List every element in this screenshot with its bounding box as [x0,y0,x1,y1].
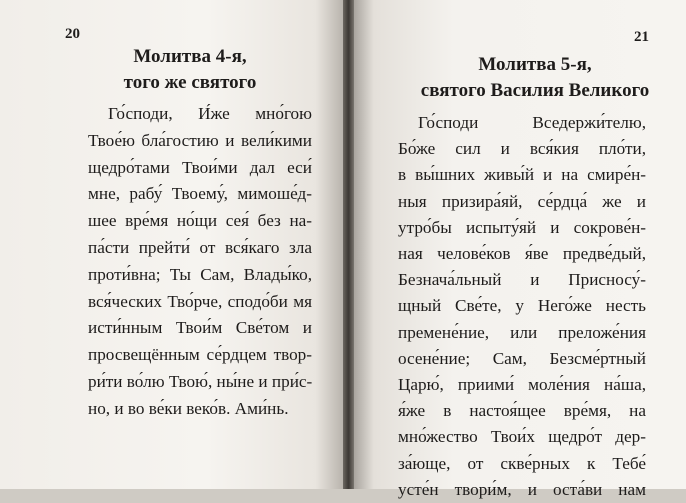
left-prayer-text [88,101,312,423]
left-prayer-title [95,44,285,96]
left-page-number: 20 [65,26,80,42]
text-line: па́сти прейти́ от вся́каго зла [88,237,312,257]
text-line: проти́вна; Ты Сам, Влады́ко, [88,264,312,284]
text-line: щный Све́те, у Него́же несть [398,296,646,316]
text-line: я́же в настоя́щее вре́мя, на [398,401,646,421]
right-prayer-title [415,52,655,104]
text-line: просвещённым се́рдцем твор- [88,345,312,365]
text-line: Безнача́льный и Присносу́- [398,270,646,290]
text-line: Царю́, приими́ моле́ния на́ша, [398,375,646,395]
left-title-line-2: того же святого [123,72,257,93]
right-page-number: 21 [634,29,649,45]
text-line: щедро́тами Твои́ми дал еси́ [88,157,312,177]
text-line: ри́ти во́лю Твою́, ны́не и при́с- [88,371,313,391]
text-line: Твое́ю бла́гостию и вели́кими [88,130,312,150]
book-gutter [343,0,354,489]
text-line: шее вре́мя но́щи сея́ без на- [88,211,312,231]
text-line: осене́ние; Сам, Безсме́ртный [398,348,646,368]
text-line: Бо́же сил и вся́кия пло́ти, [398,139,646,159]
text-line: Го́споди, И́же мно́гою [108,104,312,123]
text-line: мне, рабу́ Твоему́, мимоше́д- [88,184,312,204]
text-line: утро́бы испыту́яй и сокрове́н- [398,217,646,237]
right-prayer-text [398,110,646,503]
text-line: за́юще, от скве́рных к Тебе́ [398,453,646,473]
text-line: исти́нным Твои́м Све́том и [88,318,312,338]
text-line: вся́ческих Тво́рче, сподо́би мя [88,291,312,311]
text-line: ныя призира́яй, се́рдца́ же и [398,191,646,211]
text-line: усте́н твори́м, и оста́ви нам [398,479,646,499]
text-line: премене́ние, или преложе́ния [398,322,646,342]
right-title-line-1: Молитва 5-я, [478,54,592,75]
right-title-line-2: святого Василия Великого [420,80,650,101]
text-line: ная челове́ков я́ве предве́дый, [398,244,646,264]
text-line: Го́споди Вседержи́телю, [418,113,646,132]
text-line: но, и во ве́ки веко́в. Ами́нь. [88,398,289,418]
text-line: в вы́шних живы́й и на смире́н- [398,165,646,185]
text-line: мно́жество Твои́х щедро́т дер- [398,427,646,447]
left-title-line-1: Молитва 4-я, [133,46,247,67]
